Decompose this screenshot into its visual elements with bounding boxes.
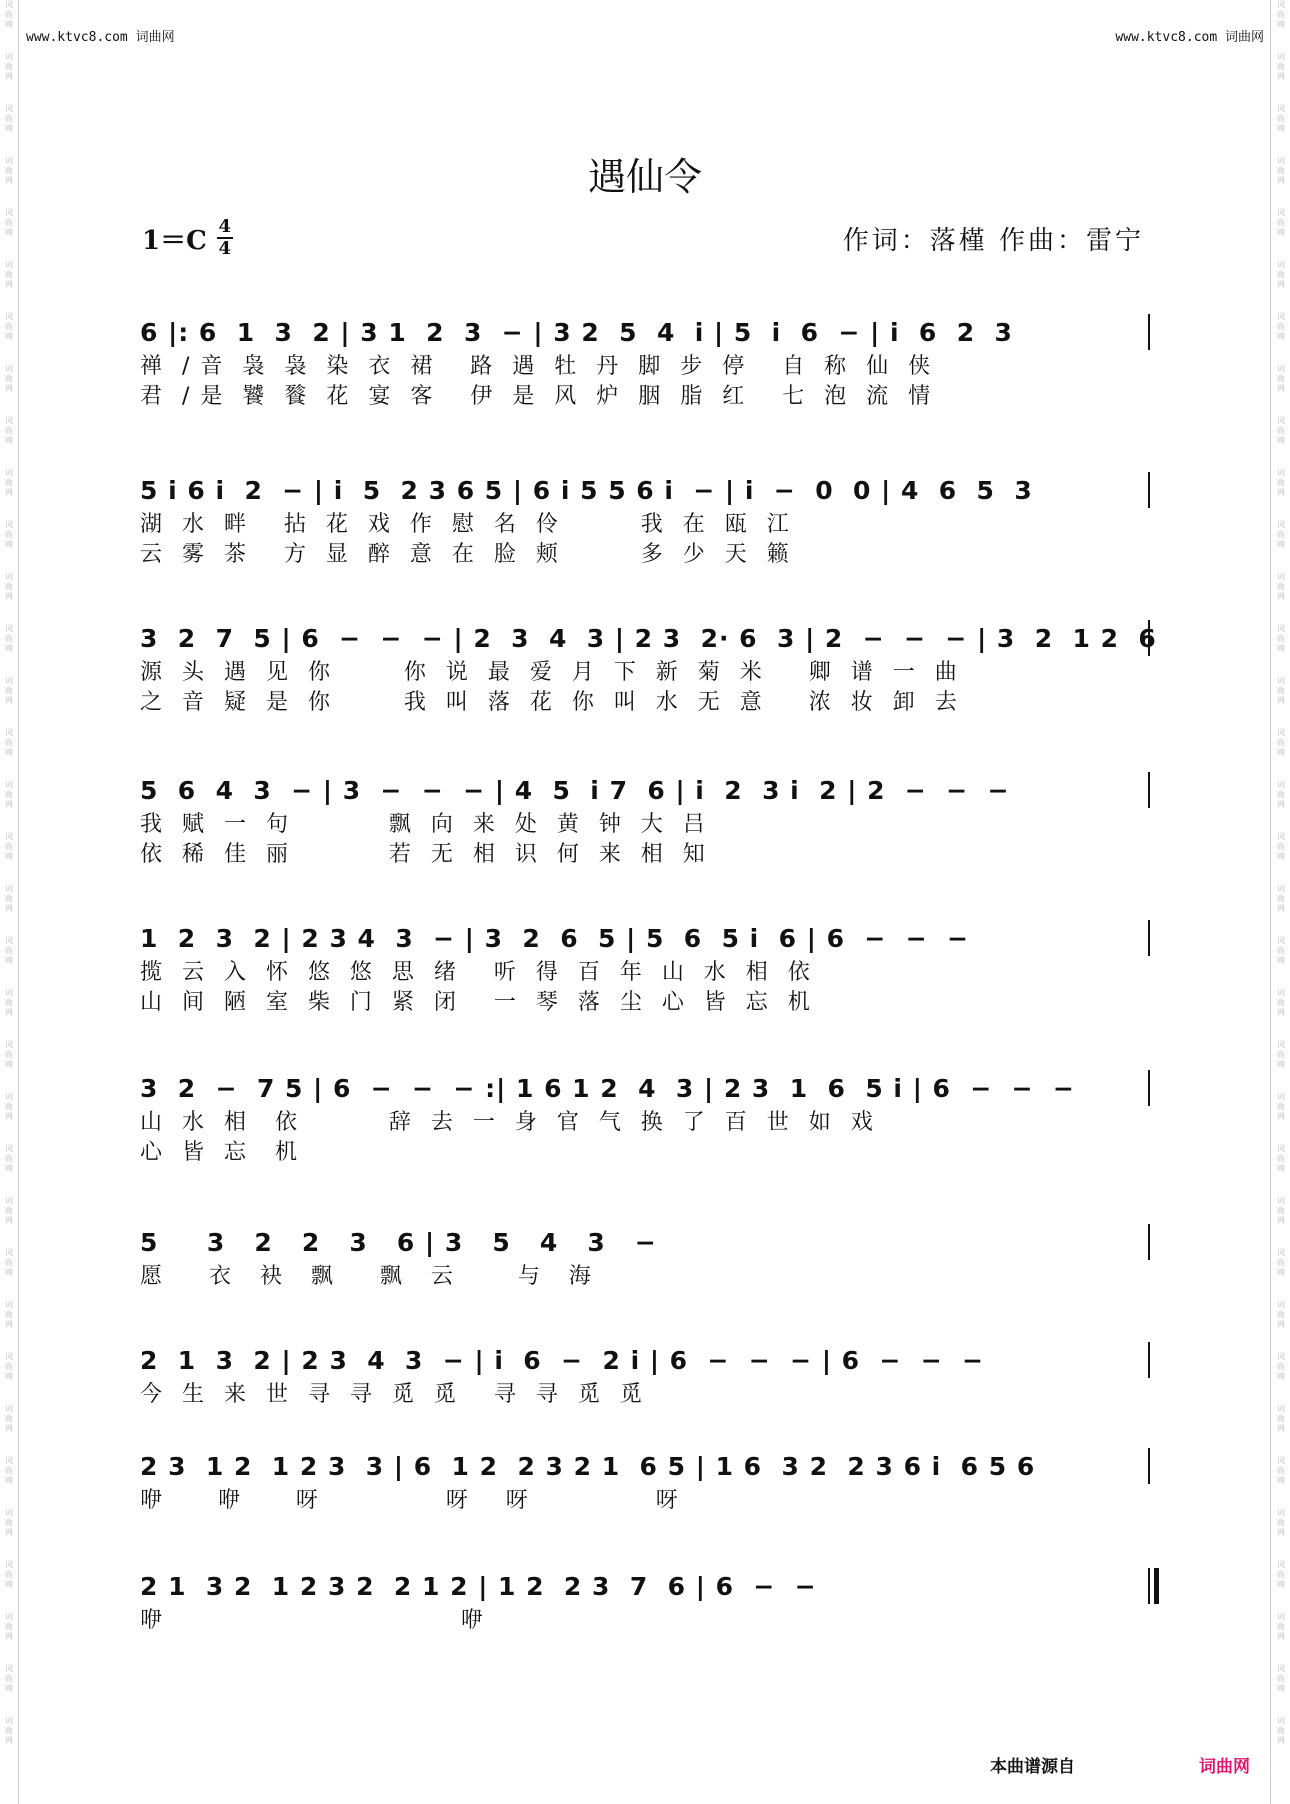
notation-line: 5 6 4 3 − | 3 − − − | 4 5 i 7 6 | i 2 3 i 2 | 2 − − − — [140, 770, 1150, 810]
lyric-line-2: 云 雾 茶 方 显 醉 意 在 脸 颊 多 少 天 籁 — [140, 542, 791, 567]
watermark-text: 词曲网 — [5, 1092, 13, 1121]
score-system — [140, 1222, 1150, 1292]
time-numerator: 4 — [218, 216, 232, 237]
watermark-text: 词曲网 — [5, 832, 13, 861]
right-frame-line — [1270, 0, 1271, 1804]
notation-line: 1 2 3 2 | 2 3 4 3 − | 3 2 6 5 | 5 6 5 i 6 | 6 − − − — [140, 918, 1150, 958]
watermark-text: 词曲网 — [5, 0, 13, 29]
barline — [1148, 1568, 1150, 1604]
watermark-text: 词曲网 — [5, 780, 13, 809]
notation-line: 5 i 6 i 2 − | i 5 2 3 6 5 | 6 i 5 5 6 i − | i − 0 0 | 4 6 5 3 — [140, 470, 1150, 510]
score-system — [140, 312, 1150, 412]
lyric-line-2: 山 间 陋 室 柴 门 紧 闭 一 琴 落 尘 心 皆 忘 机 — [140, 990, 812, 1015]
watermark-text: 词曲网 — [5, 1196, 13, 1225]
barline — [1148, 1224, 1150, 1260]
lyric-line-1: 咿 咿 — [140, 1608, 485, 1633]
watermark-text: 词曲网 — [1277, 1144, 1285, 1173]
watermark-text: 词曲网 — [5, 1248, 13, 1277]
watermark-text: 词曲网 — [1277, 676, 1285, 705]
watermark-text: 词曲网 — [1277, 1300, 1285, 1329]
watermark-text: 词曲网 — [1277, 156, 1285, 185]
lyric-line-1: 禅 / 音 袅 袅 染 衣 裙 路 遇 牡 丹 脚 步 停 自 称 仙 侠 — [140, 354, 933, 379]
song-title: 遇仙令 — [587, 155, 702, 199]
watermark-text: 词曲网 — [5, 1612, 13, 1641]
lyric-line-2: 依 稀 佳 丽 若 无 相 识 何 来 相 知 — [140, 842, 707, 867]
watermark-text: 词曲网 — [1277, 1560, 1285, 1589]
watermark-text: 词曲网 — [1277, 728, 1285, 757]
watermark-text: 词曲网 — [1277, 1612, 1285, 1641]
watermark-text: 词曲网 — [5, 156, 13, 185]
notation-line: 3 2 7 5 | 6 − − − | 2 3 4 3 | 2 3 2· 6 3 | 2 − − − | 3 2 1 2 6 — [140, 618, 1150, 658]
barline — [1148, 1070, 1150, 1106]
site-url-right[interactable]: www.ktvc8.com 词曲网 — [1115, 30, 1264, 45]
notation-line: 5 3 2 2 3 6 | 3 5 4 3 − — [140, 1222, 1150, 1262]
score-system — [140, 618, 1157, 718]
watermark-text: 词曲网 — [5, 1040, 13, 1069]
watermark-text: 词曲网 — [1277, 1508, 1285, 1537]
right-watermark-strip — [1274, 0, 1288, 1804]
barline — [1148, 314, 1150, 350]
time-denominator: 4 — [218, 238, 232, 259]
watermark-text: 词曲网 — [1277, 364, 1285, 393]
watermark-text: 词曲网 — [1277, 572, 1285, 601]
lyric-line-1: 湖 水 畔 拈 花 戏 作 慰 名 伶 我 在 瓯 江 — [140, 512, 791, 537]
notation-line: 2 1 3 2 1 2 3 2 2 1 2 | 1 2 2 3 7 6 | 6 − − — [140, 1566, 1150, 1606]
watermark-text: 词曲网 — [5, 520, 13, 549]
watermark-text: 词曲网 — [1277, 1716, 1285, 1745]
watermark-text: 词曲网 — [5, 728, 13, 757]
watermark-text: 词曲网 — [5, 208, 13, 237]
watermark-text: 词曲网 — [1277, 832, 1285, 861]
key-label: 1＝C — [142, 225, 207, 256]
watermark-text: 词曲网 — [1277, 104, 1285, 133]
site-url-left[interactable]: www.ktvc8.com 词曲网 — [26, 30, 175, 45]
lyric-line-1: 山 水 相 依 辞 去 一 身 官 气 换 了 百 世 如 戏 — [140, 1110, 875, 1135]
watermark-text: 词曲网 — [5, 676, 13, 705]
watermark-text: 词曲网 — [5, 572, 13, 601]
watermark-text: 词曲网 — [5, 1560, 13, 1589]
watermark-text: 词曲网 — [5, 884, 13, 913]
watermark-text: 词曲网 — [1277, 1040, 1285, 1069]
watermark-text: 词曲网 — [5, 416, 13, 445]
watermark-text: 词曲网 — [1277, 260, 1285, 289]
score-system — [140, 1566, 1150, 1636]
watermark-text: 词曲网 — [1277, 1196, 1285, 1225]
lyric-line-1: 愿 衣 袂 飘 飘 云 与 海 — [140, 1264, 593, 1289]
watermark-text: 词曲网 — [5, 1352, 13, 1381]
barline — [1148, 920, 1150, 956]
barline — [1148, 472, 1150, 508]
lyric-line-1: 我 赋 一 句 飘 向 来 处 黄 钟 大 吕 — [140, 812, 707, 837]
watermark-text: 词曲网 — [1277, 416, 1285, 445]
left-watermark-strip — [2, 0, 16, 1804]
watermark-text: 词曲网 — [5, 364, 13, 393]
watermark-text: 词曲网 — [1277, 1092, 1285, 1121]
watermark-text: 词曲网 — [5, 1456, 13, 1485]
notation-line: 2 1 3 2 | 2 3 4 3 − | i 6 − 2 i | 6 − − − | 6 − − − — [140, 1340, 1150, 1380]
notation-line: 6 |: 6 1 3 2 | 3 1 2 3 − | 3 2 5 4 i | 5 i 6 − | i 6 2 3 — [140, 312, 1150, 352]
watermark-text: 词曲网 — [5, 260, 13, 289]
notation-line: 3 2 − 7 5 | 6 − − − :| 1 6 1 2 4 3 | 2 3 1 6 5 i | 6 − − − — [140, 1068, 1150, 1108]
score-system — [140, 1068, 1150, 1168]
score-system — [140, 1446, 1150, 1516]
watermark-text: 词曲网 — [1277, 1404, 1285, 1433]
watermark-text: 词曲网 — [5, 468, 13, 497]
watermark-text: 词曲网 — [5, 624, 13, 653]
watermark-text: 词曲网 — [5, 1144, 13, 1173]
watermark-text: 词曲网 — [5, 988, 13, 1017]
score-system — [140, 770, 1150, 870]
watermark-text: 词曲网 — [1277, 1456, 1285, 1485]
watermark-text: 词曲网 — [1277, 312, 1285, 341]
lyric-line-2: 之 音 疑 是 你 我 叫 落 花 你 叫 水 无 意 浓 妆 卸 去 — [140, 690, 959, 715]
watermark-text: 词曲网 — [1277, 936, 1285, 965]
watermark-text: 词曲网 — [5, 52, 13, 81]
watermark-text: 词曲网 — [1277, 520, 1285, 549]
barline — [1148, 1448, 1150, 1484]
watermark-text: 词曲网 — [1277, 1664, 1285, 1693]
watermark-text: 词曲网 — [5, 936, 13, 965]
watermark-text: 词曲网 — [5, 104, 13, 133]
score-system — [140, 1340, 1150, 1410]
watermark-text: 词曲网 — [1277, 884, 1285, 913]
watermark-text: 词曲网 — [1277, 52, 1285, 81]
footer-site-link[interactable]: 词曲网 — [1199, 1757, 1250, 1777]
notation-line: 2 3 1 2 1 2 3 3 | 6 1 2 2 3 2 1 6 5 | 1 6 3 2 2 3 6 i 6 5 6 — [140, 1446, 1150, 1486]
score-system — [140, 470, 1150, 570]
watermark-text: 词曲网 — [1277, 1352, 1285, 1381]
credits: 作词：落槿 作曲：雷宁 — [842, 226, 1144, 256]
watermark-text: 词曲网 — [1277, 468, 1285, 497]
watermark-text: 词曲网 — [5, 1404, 13, 1433]
watermark-text: 词曲网 — [5, 1664, 13, 1693]
watermark-text: 词曲网 — [5, 1508, 13, 1537]
lyric-line-2: 君 / 是 饕 餮 花 宴 客 伊 是 风 炉 胭 脂 红 七 泡 流 情 — [140, 384, 933, 409]
lyric-line-2: 心 皆 忘 机 — [140, 1140, 299, 1165]
watermark-text: 词曲网 — [5, 312, 13, 341]
watermark-text: 词曲网 — [5, 1716, 13, 1745]
barline — [1148, 620, 1150, 656]
lyric-line-1: 揽 云 入 怀 悠 悠 思 绪 听 得 百 年 山 水 相 依 — [140, 960, 812, 985]
barline — [1148, 772, 1150, 808]
watermark-text: 词曲网 — [1277, 988, 1285, 1017]
lyric-line-1: 今 生 来 世 寻 寻 觅 觅 寻 寻 觅 觅 — [140, 1382, 644, 1407]
left-frame-line — [18, 0, 19, 1804]
lyric-line-1: 源 头 遇 见 你 你 说 最 爱 月 下 新 菊 米 卿 谱 一 曲 — [140, 660, 959, 685]
watermark-text: 词曲网 — [1277, 624, 1285, 653]
watermark-text: 词曲网 — [1277, 780, 1285, 809]
time-signature — [217, 218, 233, 258]
key-signature — [142, 218, 233, 258]
barline — [1148, 1342, 1150, 1378]
footer-source-label: 本曲谱源自 — [990, 1757, 1075, 1777]
watermark-text: 词曲网 — [1277, 208, 1285, 237]
score-system — [140, 918, 1150, 1018]
watermark-text: 词曲网 — [1277, 0, 1285, 29]
watermark-text: 词曲网 — [5, 1300, 13, 1329]
lyric-line-1: 咿 咿 呀 呀 呀 呀 — [140, 1488, 680, 1513]
watermark-text: 词曲网 — [1277, 1248, 1285, 1277]
